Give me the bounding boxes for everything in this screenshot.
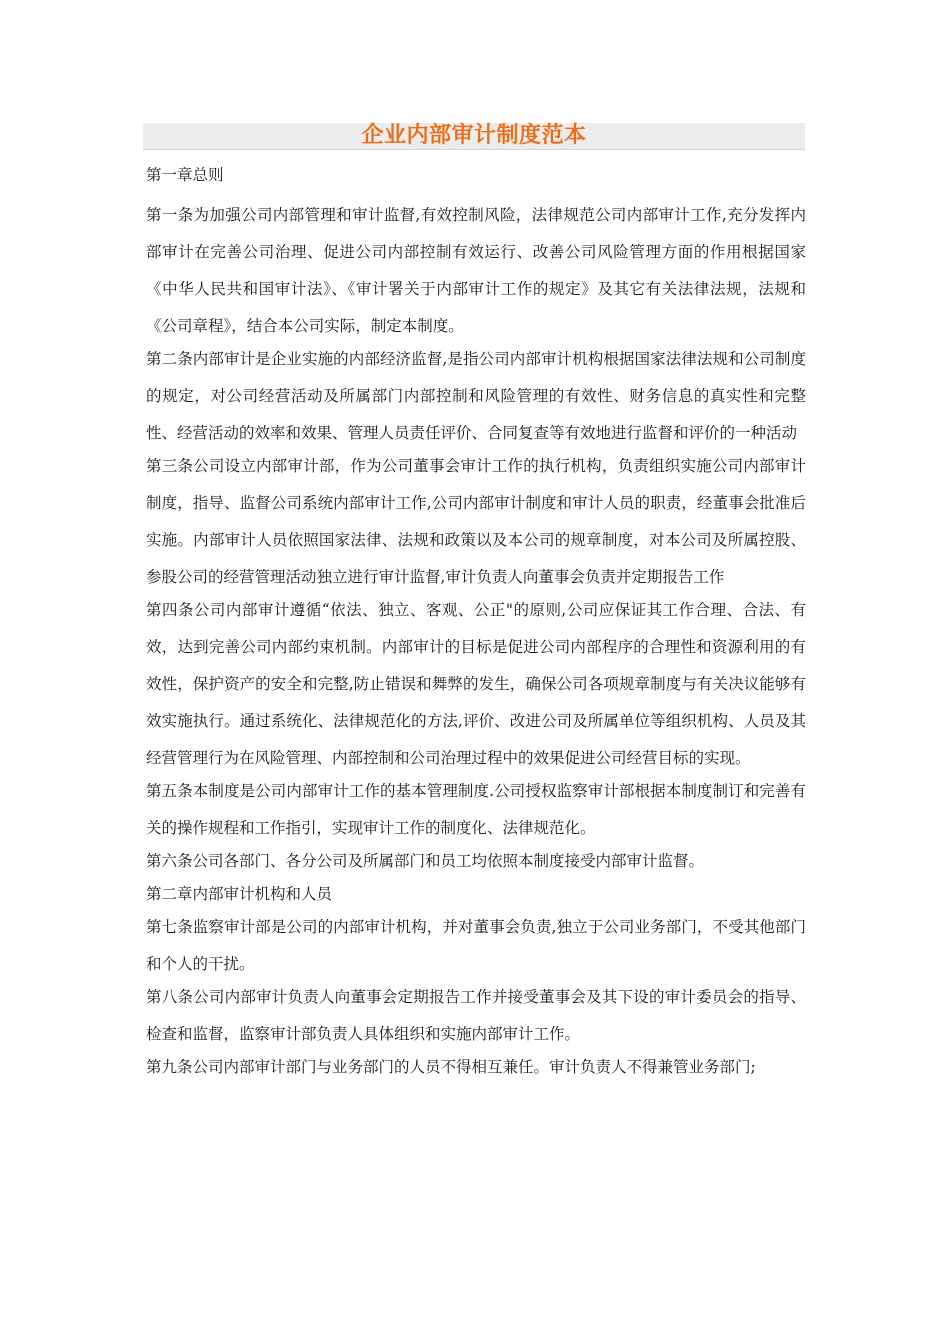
chapter-heading-2: 第二章内部审计机构和人员 <box>146 885 333 903</box>
article-paragraph-9: 第九条公司内部审计部门与业务部门的人员不得相互兼任。审计负责人不得兼管业务部门; <box>146 1058 756 1076</box>
document-body <box>146 163 806 1082</box>
article-paragraph-3: 第三条公司设立内部审计部，作为公司董事会审计工作的执行机构，负责组织实施公司内部审计制度，指导、监督公司系统内部审计工作,公司内部审计制度和审计人员的职责，经董事会批准后实施。内部审计人员依照国家法律、法规和政策以及本公司的规章制度，对本公司及所属控股、参股公司的经营管理活动独立进行审计监督,审计负责人向董事会负责并定期报告工作 <box>146 457 806 586</box>
article-paragraph-2: 第二条内部审计是企业实施的内部经济监督,是指公司内部审计机构根据国家法律法规和公司制度的规定，对公司经营活动及所属部门内部控制和风险管理的有效性、财务信息的真实性和完整性、经营活动的效率和效果、管理人员责任评价、合同复查等有效地进行监督和评价的一种活动 <box>146 350 806 442</box>
article-paragraph-7: 第七条监察审计部是公司的内部审计机构，并对董事会负责,独立于公司业务部门，不受其他部门和个人的干扰。 <box>146 918 806 973</box>
article-paragraph-8: 第八条公司内部审计负责人向董事会定期报告工作并接受董事会及其下设的审计委员会的指导、检查和监督，监察审计部负责人具体组织和实施内部审计工作。 <box>146 988 806 1043</box>
article-paragraph-4: 第四条公司内部审计遵循“依法、独立、客观、公正"的原则,公司应保证其工作合理、合法、有效，达到完善公司内部约束机制。内部审计的目标是促进公司内部程序的合理性和资源利用的有效性，保护资产的安全和完整,防止错误和舞弊的发生，确保公司各项规章制度与有关决议能够有效实施执行。通过系统化、法律规范化的方法,评价、改进公司及所属单位等组织机构、人员及其经营管理行为在风险管理、内部控制和公司治理过程中的效果促进公司经营目标的实现。 <box>146 601 806 767</box>
chapter-heading-1: 第一章总则 <box>146 166 224 184</box>
article-paragraph-5: 第五条本制度是公司内部审计工作的基本管理制度.公司授权监察审计部根据本制度制订和完善有关的操作规程和工作指引，实现审计工作的制度化、法律规范化。 <box>146 782 806 837</box>
article-paragraph-1: 第一条为加强公司内部管理和审计监督,有效控制风险，法律规范公司内部审计工作,充分发挥内部审计在完善公司治理、促进公司内部控制有效运行、改善公司风险管理方面的作用根据国家《中华人民共和国审计法》、《审计署关于内部审计工作的规定》及其它有关法律法规，法规和《公司章程》，结合本公司实际，制定本制度。 <box>146 206 806 335</box>
article-paragraph-6: 第六条公司各部门、各分公司及所属部门和员工均依照本制度接受内部审计监督。 <box>146 852 705 870</box>
document-title: 企业内部审计制度范本 <box>361 123 587 148</box>
